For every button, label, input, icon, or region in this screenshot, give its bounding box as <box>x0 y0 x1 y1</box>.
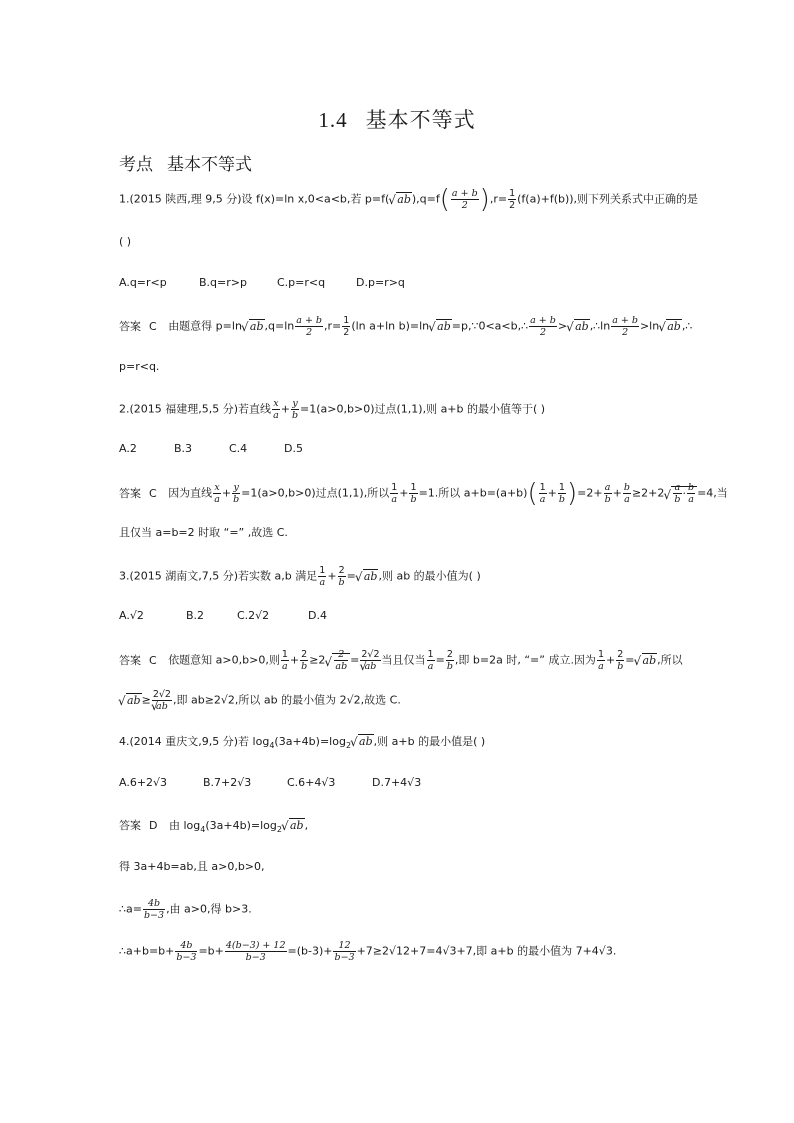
q4-stem: 4.(2014 重庆文,9,5 分)若 $\log_4(3a+4b)=\log_2√$ ab,则 a+b 的最小值是( ) <box>119 732 485 756</box>
q1-options <box>119 273 405 293</box>
q3-option-d: D.4 <box>308 609 327 622</box>
q4-options <box>119 773 421 793</box>
q1-option-a: A.q=r<p <box>119 276 167 289</box>
q2-options <box>119 439 303 459</box>
q3-options <box>119 606 327 626</box>
q1-answer-end: p=r<q. <box>119 360 160 373</box>
q2-option-d: D.5 <box>284 442 303 455</box>
q2-option-a: A.2 <box>119 442 137 455</box>
q4-option-b: B.7+2√3 <box>203 776 252 789</box>
q2-option-b: B.3 <box>174 442 193 455</box>
q2-answer-end: 且仅当 a=b=2 时取 “=” ,故选 C. <box>119 526 288 539</box>
q3-answer: 答案 C 依题意知 a>0,b>0,则 $\frac{1}{a}$ + $\frac{2}{b}$ ≥2 √ $\frac{2}{ab}$ = 2√2 √ ab 当且仅当 $\frac{1}{a}$ = $\frac{2}{b}$ ,即 b=2a 时, “=” 成立.因为 $\frac{1}{a}$ + $\frac{2}{b}$ =√ ab,所以 <box>119 649 683 672</box>
q3-stem: 3.(2015 湖南文,7,5 分)若实数 a,b 满足 $\frac{1}{a}$ + $\frac{2}{b}$ =√ ab,则 ab 的最小值为( ) <box>119 565 481 588</box>
q4-line2: 得 3a+4b=ab,且 a>0,b>0, <box>119 860 265 873</box>
q1-option-b: B.q=r>p <box>199 276 247 289</box>
q4-line3: ∴a= $\frac{4b}{b-3}$ ,由 a>0,得 b>3. <box>119 898 252 921</box>
q4-option-c: C.6+4√3 <box>287 776 336 789</box>
q1-option-d: D.p=r>q <box>356 276 405 289</box>
q1-blank: ( ) <box>119 235 132 248</box>
sqrt-ab: √ ab <box>389 190 412 210</box>
q3-answer-end: √ ab≥ 2√2 √ ab ,即 ab≥2√2,所以 ab 的最小值为 2√2,故选 C. <box>119 689 401 712</box>
q4-answer: 答案 D 由 $\log_4(3a+4b)=\log_2√$ ab, <box>119 816 308 840</box>
title-text: 基本不等式 <box>365 108 476 132</box>
q2-stem: 2.(2015 福建理,5,5 分)若直线 $\frac{x}{a}$ + $\frac{y}{b}$ =1(a>0,b>0)过点(1,1),则 a+b 的最小值等于( ) <box>119 398 546 421</box>
q3-option-c: C.2√2 <box>237 609 270 622</box>
q1-stem: 1.(2015 陕西,理 9,5 分)设 f(x)=ln x,0<a<b,若 p=f(√ ab),q=f( $\frac{a + b}{2}$ ),r= $\frac{1}{2}$ (f(a)+f(b)),则下列关系式中正确的是 <box>119 188 698 211</box>
section-heading: 考点 基本不等式 <box>119 155 252 175</box>
q2-option-c: C.4 <box>229 442 248 455</box>
q3-option-b: B.2 <box>186 609 205 622</box>
q2-answer: 答案 C 因为直线 $\frac{x}{a}$ + $\frac{y}{b}$ =1(a>0,b>0)过点(1,1),所以 $\frac{1}{a}$ + $\frac{1}{b}$ =1.所以 a+b=(a+b)( $\frac{1}{a}$ + $\frac{1}{b}$ )=2+ $\frac{a}{b}$ + $\frac{b}{a}$ ≥2+2 √ $\frac{a}{b}$ · $\frac{b}{a}$ =4,当 <box>119 482 728 505</box>
page-title <box>0 104 794 134</box>
q1-option-c: C.p=r<q <box>277 276 326 289</box>
q4-line4: ∴a+b=b+ $\frac{4b}{b-3}$ =b+ $\frac{4(b-3) + 12}{b-3}$ =(b-3)+ $\frac{12}{b-3}$ +7≥2√12+7=4√3+7,即 a+b 的最小值为 7+4√3. <box>119 940 617 963</box>
q4-option-a: A.6+2√3 <box>119 776 168 789</box>
q1-answer: 答案 C 由题意得 p=ln√ ab,q=ln $\frac{a + b}{2}$ ,r= $\frac{1}{2}$ (ln a+ln b)=ln√ ab=p,∵0<a<b,∴ $\frac{a + b}{2}$ >√ ab,∴ln $\frac{a + b}{2}$ >ln√ ab,∴ <box>119 315 692 338</box>
q3-option-a: A.√2 <box>119 609 144 622</box>
section-number: 1.4 <box>318 108 348 132</box>
q4-option-d: D.7+4√3 <box>372 776 422 789</box>
